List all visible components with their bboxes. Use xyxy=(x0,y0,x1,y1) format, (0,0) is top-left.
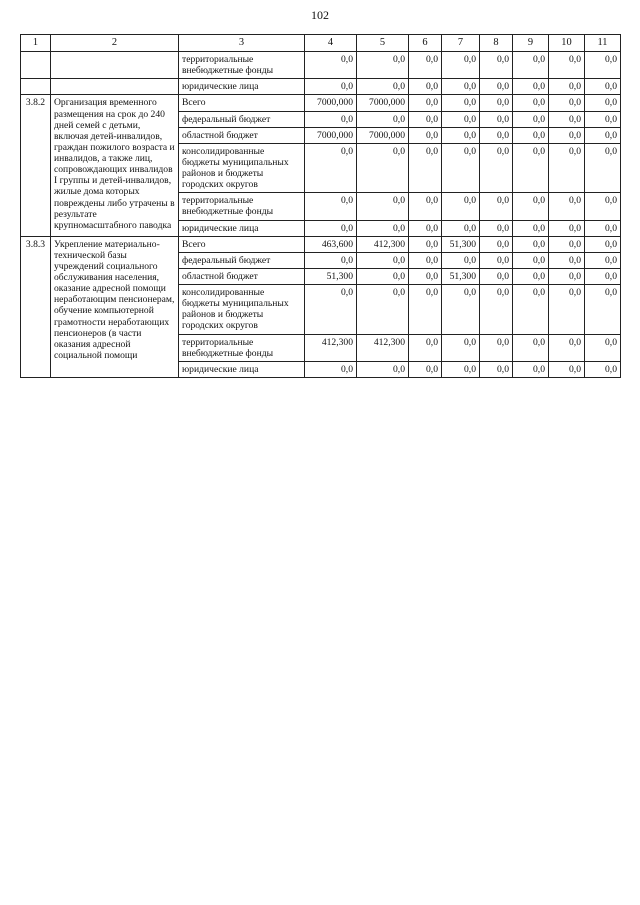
budget-table-wrapper xyxy=(20,34,620,378)
value-cell: 0,0 xyxy=(442,79,480,95)
value-cell: 0,0 xyxy=(480,361,513,377)
value-cell: 0,0 xyxy=(480,285,513,335)
value-cell: 0,0 xyxy=(442,95,480,111)
table-row xyxy=(21,236,621,252)
value-cell: 0,0 xyxy=(585,127,621,143)
value-cell: 0,0 xyxy=(442,220,480,236)
value-cell: 51,300 xyxy=(442,236,480,252)
value-cell: 0,0 xyxy=(442,252,480,268)
column-header-6: 6 xyxy=(409,35,442,52)
value-cell: 7000,000 xyxy=(357,95,409,111)
value-cell: 0,0 xyxy=(585,252,621,268)
value-cell: 0,0 xyxy=(305,79,357,95)
value-cell: 0,0 xyxy=(305,111,357,127)
value-cell: 0,0 xyxy=(305,285,357,335)
value-cell: 0,0 xyxy=(409,143,442,193)
funding-source: консолидированные бюджеты муниципальных районов и бюджеты городских округов xyxy=(179,143,305,193)
funding-source: Всего xyxy=(179,236,305,252)
value-cell: 0,0 xyxy=(549,52,585,79)
value-cell: 0,0 xyxy=(549,285,585,335)
value-cell: 412,300 xyxy=(305,334,357,361)
value-cell: 0,0 xyxy=(549,236,585,252)
value-cell: 0,0 xyxy=(549,361,585,377)
value-cell: 0,0 xyxy=(585,220,621,236)
funding-source: юридические лица xyxy=(179,79,305,95)
value-cell: 0,0 xyxy=(305,252,357,268)
value-cell: 0,0 xyxy=(409,252,442,268)
row-number xyxy=(21,52,51,79)
value-cell: 0,0 xyxy=(409,127,442,143)
value-cell: 0,0 xyxy=(409,193,442,220)
value-cell: 0,0 xyxy=(442,193,480,220)
value-cell: 0,0 xyxy=(357,285,409,335)
value-cell: 0,0 xyxy=(357,361,409,377)
value-cell: 0,0 xyxy=(513,52,549,79)
value-cell: 0,0 xyxy=(305,361,357,377)
value-cell: 0,0 xyxy=(513,193,549,220)
value-cell: 7000,000 xyxy=(357,127,409,143)
value-cell: 0,0 xyxy=(480,127,513,143)
value-cell: 7000,000 xyxy=(305,127,357,143)
funding-source: юридические лица xyxy=(179,361,305,377)
value-cell: 0,0 xyxy=(357,111,409,127)
row-title xyxy=(51,52,179,79)
value-cell: 0,0 xyxy=(549,111,585,127)
value-cell: 0,0 xyxy=(513,236,549,252)
value-cell: 0,0 xyxy=(513,111,549,127)
value-cell: 0,0 xyxy=(513,361,549,377)
value-cell: 0,0 xyxy=(442,361,480,377)
value-cell: 0,0 xyxy=(442,143,480,193)
row-number xyxy=(21,79,51,95)
value-cell: 0,0 xyxy=(409,268,442,284)
value-cell: 0,0 xyxy=(585,285,621,335)
value-cell: 0,0 xyxy=(409,220,442,236)
section-number: 3.8.3 xyxy=(21,236,51,377)
funding-source: Всего xyxy=(179,95,305,111)
value-cell: 0,0 xyxy=(513,285,549,335)
funding-source: консолидированные бюджеты муниципальных районов и бюджеты городских округов xyxy=(179,285,305,335)
value-cell: 0,0 xyxy=(585,361,621,377)
value-cell: 0,0 xyxy=(480,220,513,236)
column-header-11: 11 xyxy=(585,35,621,52)
value-cell: 0,0 xyxy=(442,52,480,79)
value-cell: 0,0 xyxy=(409,285,442,335)
value-cell: 0,0 xyxy=(409,52,442,79)
value-cell: 0,0 xyxy=(409,79,442,95)
value-cell: 0,0 xyxy=(549,268,585,284)
value-cell: 0,0 xyxy=(549,143,585,193)
funding-source: территориальные внебюджетные фонды xyxy=(179,52,305,79)
funding-source: территориальные внебюджетные фонды xyxy=(179,334,305,361)
value-cell: 0,0 xyxy=(480,252,513,268)
value-cell: 0,0 xyxy=(549,79,585,95)
column-header-8: 8 xyxy=(480,35,513,52)
page-number: 102 xyxy=(311,8,329,22)
table-row xyxy=(21,79,621,95)
column-header-9: 9 xyxy=(513,35,549,52)
table-body xyxy=(21,52,621,378)
section-number: 3.8.2 xyxy=(21,95,51,236)
value-cell: 0,0 xyxy=(442,285,480,335)
value-cell: 0,0 xyxy=(549,252,585,268)
value-cell: 0,0 xyxy=(305,143,357,193)
value-cell: 0,0 xyxy=(513,252,549,268)
value-cell: 0,0 xyxy=(357,268,409,284)
value-cell: 0,0 xyxy=(585,95,621,111)
value-cell: 0,0 xyxy=(480,111,513,127)
value-cell: 0,0 xyxy=(357,143,409,193)
column-header-7: 7 xyxy=(442,35,480,52)
column-header-5: 5 xyxy=(357,35,409,52)
value-cell: 0,0 xyxy=(357,52,409,79)
funding-source: территориальные внебюджетные фонды xyxy=(179,193,305,220)
funding-source: юридические лица xyxy=(179,220,305,236)
column-header-2: 2 xyxy=(51,35,179,52)
value-cell: 0,0 xyxy=(480,334,513,361)
value-cell: 51,300 xyxy=(442,268,480,284)
table-row xyxy=(21,95,621,111)
value-cell: 0,0 xyxy=(585,111,621,127)
funding-source: областной бюджет xyxy=(179,127,305,143)
value-cell: 0,0 xyxy=(549,334,585,361)
value-cell: 0,0 xyxy=(513,334,549,361)
value-cell: 0,0 xyxy=(357,193,409,220)
value-cell: 0,0 xyxy=(549,193,585,220)
value-cell: 51,300 xyxy=(305,268,357,284)
value-cell: 0,0 xyxy=(409,111,442,127)
value-cell: 0,0 xyxy=(409,361,442,377)
value-cell: 0,0 xyxy=(549,127,585,143)
value-cell: 0,0 xyxy=(513,143,549,193)
budget-table xyxy=(20,34,621,378)
value-cell: 412,300 xyxy=(357,236,409,252)
value-cell: 0,0 xyxy=(513,127,549,143)
value-cell: 463,600 xyxy=(305,236,357,252)
value-cell: 0,0 xyxy=(480,95,513,111)
table-header xyxy=(21,35,621,52)
column-header-10: 10 xyxy=(549,35,585,52)
value-cell: 0,0 xyxy=(357,220,409,236)
section-title: Укрепление материально-технической базы учреждений социального обслуживания населения, оказание адресной помощи неработающим пенсионерам, обучение компьютерной грамотности неработающих пенсионеров (в части оказания адресной социальной помощи xyxy=(51,236,179,377)
column-header-4: 4 xyxy=(305,35,357,52)
column-header-3: 3 xyxy=(179,35,305,52)
value-cell: 0,0 xyxy=(442,127,480,143)
funding-source: федеральный бюджет xyxy=(179,252,305,268)
value-cell: 0,0 xyxy=(305,52,357,79)
value-cell: 0,0 xyxy=(549,220,585,236)
value-cell: 0,0 xyxy=(513,268,549,284)
value-cell: 0,0 xyxy=(305,220,357,236)
value-cell: 0,0 xyxy=(513,95,549,111)
row-title xyxy=(51,79,179,95)
funding-source: федеральный бюджет xyxy=(179,111,305,127)
value-cell: 0,0 xyxy=(585,236,621,252)
value-cell: 0,0 xyxy=(585,334,621,361)
value-cell: 0,0 xyxy=(513,79,549,95)
funding-source: областной бюджет xyxy=(179,268,305,284)
section-title: Организация временного размещения на срок до 240 дней семей с детьми, включая детей-инвалидов, граждан пожилого возраста и инвалидов, а также лиц, сопровождающих инвалидов I группы и детей-инвалидов, жилые дома которых повреждены либо утрачены в результате крупномасштабного паводка xyxy=(51,95,179,236)
value-cell: 7000,000 xyxy=(305,95,357,111)
value-cell: 0,0 xyxy=(480,52,513,79)
value-cell: 0,0 xyxy=(409,236,442,252)
value-cell: 0,0 xyxy=(357,252,409,268)
value-cell: 0,0 xyxy=(585,79,621,95)
value-cell: 0,0 xyxy=(585,268,621,284)
column-header-1: 1 xyxy=(21,35,51,52)
value-cell: 0,0 xyxy=(549,95,585,111)
value-cell: 0,0 xyxy=(480,236,513,252)
value-cell: 0,0 xyxy=(305,193,357,220)
value-cell: 0,0 xyxy=(409,95,442,111)
value-cell: 0,0 xyxy=(585,193,621,220)
value-cell: 0,0 xyxy=(357,79,409,95)
value-cell: 0,0 xyxy=(409,334,442,361)
value-cell: 0,0 xyxy=(480,193,513,220)
value-cell: 0,0 xyxy=(442,111,480,127)
value-cell: 0,0 xyxy=(442,334,480,361)
value-cell: 0,0 xyxy=(480,79,513,95)
value-cell: 0,0 xyxy=(513,220,549,236)
value-cell: 0,0 xyxy=(585,52,621,79)
value-cell: 412,300 xyxy=(357,334,409,361)
value-cell: 0,0 xyxy=(480,143,513,193)
table-row xyxy=(21,52,621,79)
value-cell: 0,0 xyxy=(480,268,513,284)
value-cell: 0,0 xyxy=(585,143,621,193)
header-row xyxy=(21,35,621,52)
